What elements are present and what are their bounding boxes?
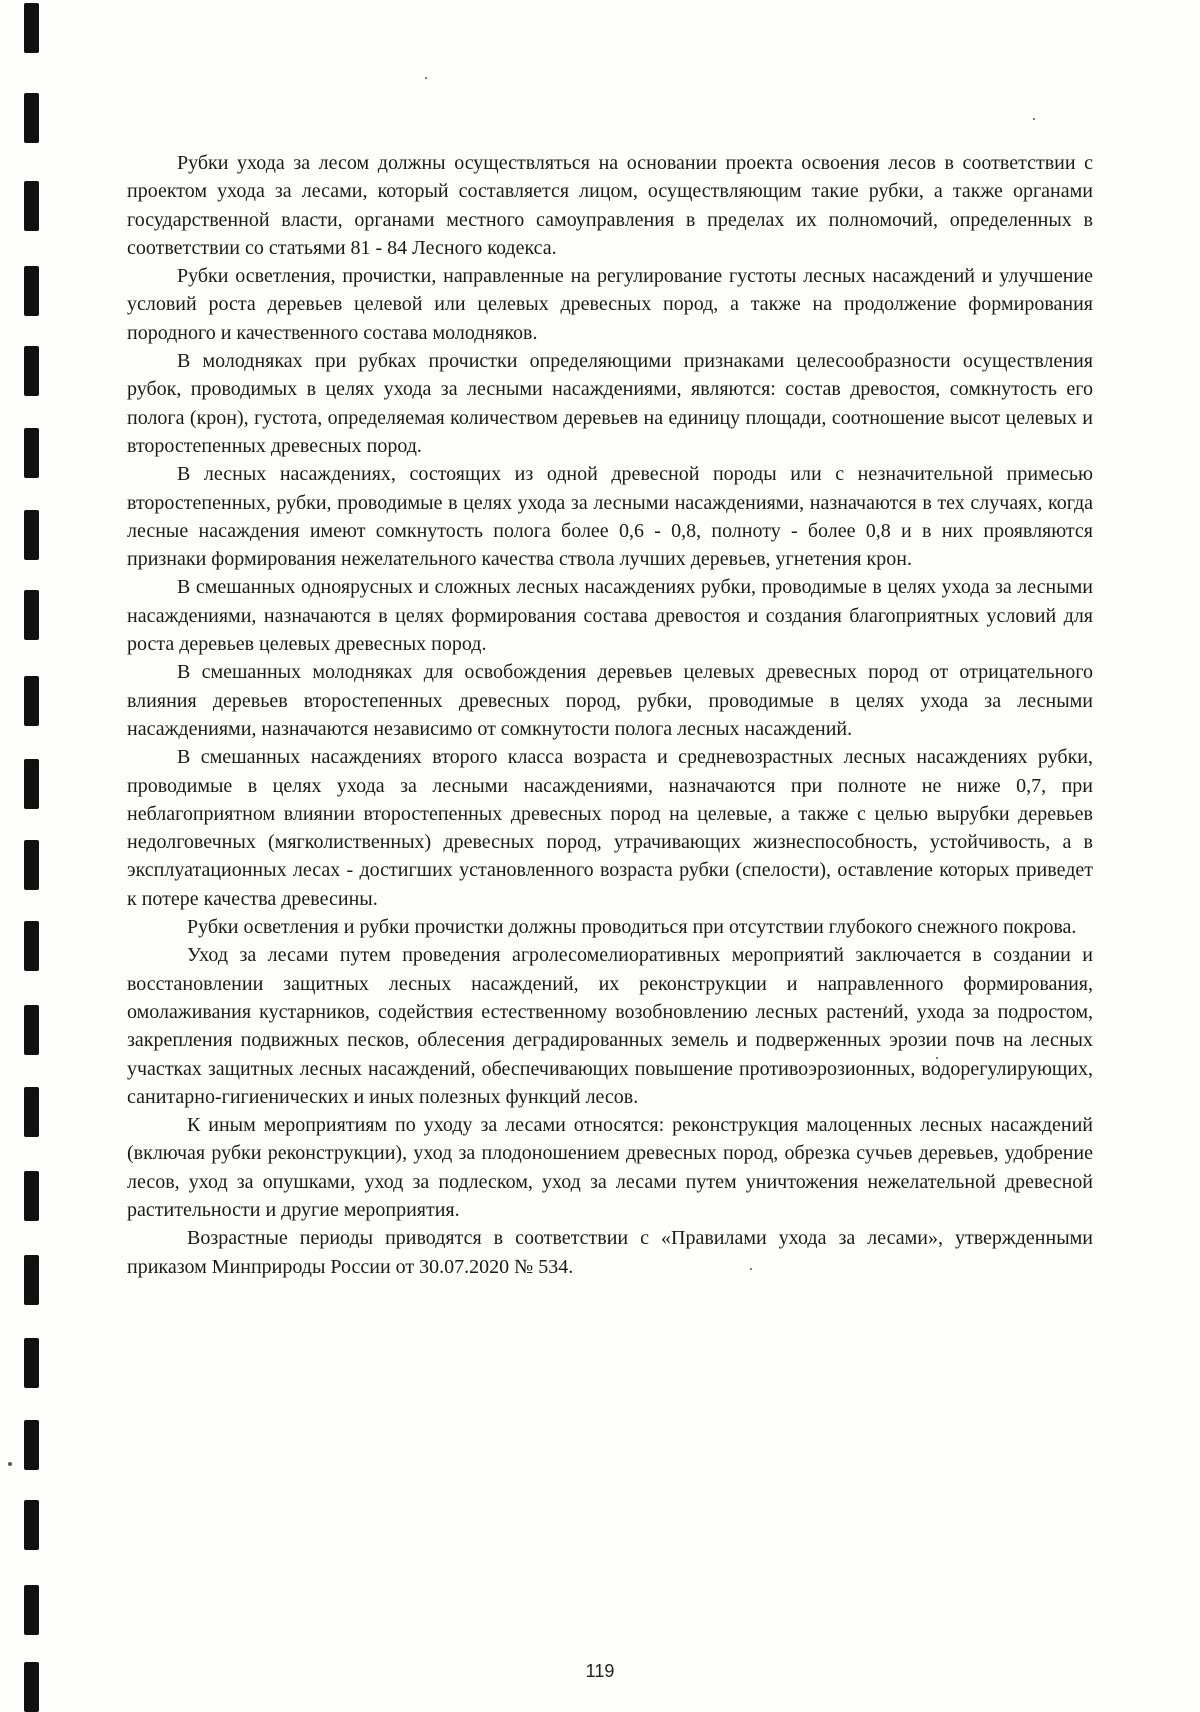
punch-hole: [24, 510, 39, 560]
punch-hole: [24, 3, 39, 53]
scan-speck: [8, 1462, 12, 1466]
punch-hole: [24, 266, 39, 316]
punch-hole: [24, 346, 39, 396]
scan-speck: [1033, 118, 1035, 120]
punch-hole: [24, 1005, 39, 1055]
binding-holes: [0, 0, 60, 1712]
paragraph: Возрастные периоды приводятся в соответствии с «Правилами ухода за лесами», утвержденными приказом Минприроды России от 30.07.2020 № 534.: [127, 1227, 1093, 1278]
paragraph: В смешанных насаждениях второго класса возраста и средневозрастных лесных насаждениях рубки, проводимые в целях ухода за лесными насаждениями, назначаются при полноте не ниже 0,7, при неблагоприятном влиянии второстепенных древесных пород на целевые, а также с целью вырубки деревьев недолговечных (мягколиственных) древесных пород, утрачивающих жизнеспособность, устойчивость, а в эксплуатационных лесах - достигших установленного возраста рубки (спелости), оставление которых приведет к потере качества древесины.: [127, 746, 1093, 910]
document-body: [127, 149, 1093, 1281]
scan-speck: [425, 77, 427, 79]
paragraph: Уход за лесами путем проведения агролесомелиоративных мероприятий заключается в создании и восстановлении защитных лесных насаждений, их реконструкции и направленного формирования, омолаживания кустарников, содействия естественному возобновлению лесных растений, ухода за подростом, закрепления подвижных песков, облесения деградированных земель и подверженных эрозии почв на лесных участках защитных лесных насаждений, обеспечивающих повышение противоэрозионных, водорегулирующих, санитарно-гигиенических и иных полезных функций лесов.: [127, 944, 1093, 1108]
paragraph: В лесных насаждениях, состоящих из одной древесной породы или с незначительной примесью второстепенных, рубки, проводимые в целях ухода за лесными насаждениями, назначаются в тех случаях, когда лесные насаждения имеют сомкнутость полога более 0,6 - 0,8, полноту - более 0,8 и в них проявляются признаки формирования нежелательного качества ствола лучших деревьев, угнетения крон.: [127, 463, 1093, 571]
punch-hole: [24, 428, 39, 478]
punch-hole: [24, 1585, 39, 1635]
page-number: 119: [585, 1661, 615, 1681]
punch-hole: [24, 590, 39, 640]
paragraph: Рубки ухода за лесом должны осуществляться на основании проекта освоения лесов в соответствии с проектом ухода за лесами, который составляется лицом, осуществляющим такие рубки, а также органами государственной власти, органами местного самоуправления в пределах их полномочий, определенных в соответствии со статьями 81 - 84 Лесного кодекса.: [127, 152, 1093, 259]
paragraph: К иным мероприятиям по уходу за лесами относятся: реконструкция малоценных лесных насаждений (включая рубки реконструкции), уход за плодоношением древесных пород, обрезка сучьев деревьев, удобрение лесов, уход за опушками, уход за подлеском, уход за лесами путем уничтожения нежелательной древесной растительности и другие мероприятия.: [127, 1114, 1093, 1221]
punch-hole: [24, 181, 39, 231]
punch-hole: [24, 1500, 39, 1550]
punch-hole: [24, 759, 39, 809]
punch-hole: [24, 93, 39, 143]
punch-hole: [24, 1087, 39, 1137]
punch-hole: [24, 921, 39, 971]
punch-hole: [24, 1171, 39, 1221]
punch-hole: [24, 1420, 39, 1470]
punch-hole: [24, 676, 39, 726]
punch-hole: [24, 1338, 39, 1388]
punch-hole: [24, 1255, 39, 1305]
paragraph: Рубки осветления, прочистки, направленные на регулирование густоты лесных насаждений и улучшение условий роста деревьев целевой или целевых древесных пород, а также на продолжение формирования породного и качественного состава молодняков.: [127, 265, 1093, 344]
paragraph: Рубки осветления и рубки прочистки должны проводиться при отсутствии глубокого снежного покрова.: [187, 916, 1077, 939]
paragraph: В смешанных одноярусных и сложных лесных насаждениях рубки, проводимые в целях ухода за лесными насаждениями, назначаются в целях формирования состава древостоя и создания благоприятных условий для роста деревьев целевых древесных пород.: [127, 576, 1093, 656]
paragraph: В молодняках при рубках прочистки определяющими признаками целесообразности осуществления рубок, проводимых в целях ухода за лесными насаждениями, являются: состав древостоя, сомкнутость его полога (крон), густота, определяемая количеством деревьев на единицу площади, соотношение высот целевых и второстепенных древесных пород.: [127, 350, 1093, 457]
paragraph: В смешанных молодняках для освобождения деревьев целевых древесных пород от отрицательного влияния деревьев второстепенных древесных пород, рубки, проводимые в целях ухода за лесными насаждениями, назначаются независимо от сомкнутости полога лесных насаждений.: [127, 661, 1093, 740]
punch-hole: [24, 840, 39, 890]
